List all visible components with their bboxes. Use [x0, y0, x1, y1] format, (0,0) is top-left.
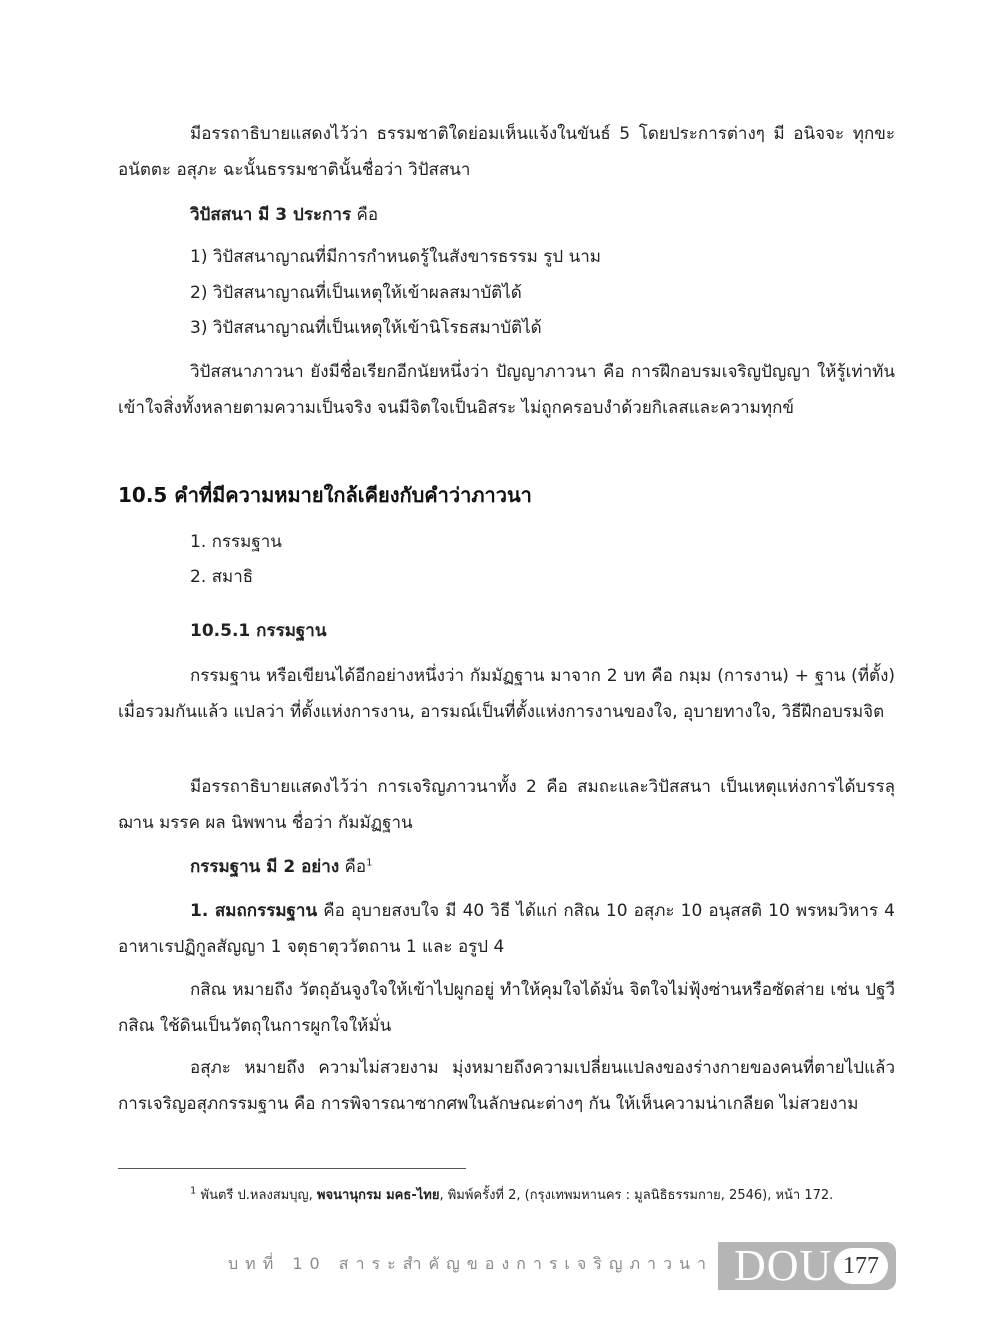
paragraph-samatha: [118, 893, 895, 965]
vipassana-item-2: 2) วิปัสสนาญาณที่เป็นเหตุให้เข้าผลสมาบัติได้: [190, 283, 522, 303]
vipassana-item-3: 3) วิปัสสนาญาณที่เป็นเหตุให้เข้านิโรธสมาบัติได้: [190, 318, 542, 338]
vipassana-types-heading-rest: คือ: [351, 205, 379, 225]
section-item-1: 1. กรรมฐาน: [190, 532, 282, 552]
section-title: 10.5 คำที่มีความหมายใกล้เคียงกับคำว่าภาวนา: [118, 483, 532, 507]
paragraph-anatta-definition: มีอรรถาธิบายแสดงไว้ว่า ธรรมชาติใดย่อมเห็นแจ้งในขันธ์ 5 โดยประการต่างๆ มี อนิจจะ ทุกขะ อนัตตะ อสุภะ ฉะนั้นธรรมชาตินั้นชื่อว่า วิปัสสนา: [118, 124, 895, 180]
paragraph-kammathana-etymology: กรรมฐาน หรือเขียนได้อีกอย่างหนึ่งว่า กัมมัฏฐาน มาจาก 2 บท คือ กมฺม (การงาน) + ฐาน (ที่ตั้ง) เมื่อรวมกันแล้ว แปลว่า ที่ตั้งแห่งการงาน, อารมณ์เป็นที่ตั้งแห่งการงานของใจ, อุบายทางใจ, วิธีฝึกอบรมจิต: [118, 666, 895, 722]
running-footer-chapter: บทที่ 10 สาระสำคัญของการเจริญภาวนา: [228, 1254, 713, 1273]
kammathana-types-heading: [190, 850, 373, 884]
paragraph-asubha: อสุภะ หมายถึง ความไม่สวยงาม มุ่งหมายถึงความเปลี่ยนแปลงของร่างกายของคนที่ตายไปแล้ว การเจริญอสุภกรรมฐาน คือ การพิจารณาซากศพในลักษณะต่างๆ กัน ให้เห็นความน่าเกลียด ไม่สวยงาม: [118, 1058, 895, 1114]
kammathana-types-heading-bold: กรรมฐาน มี 2 อย่าง: [190, 857, 340, 877]
vipassana-types-heading: [190, 198, 378, 232]
paragraph-kasina: กสิณ หมายถึง วัตถุอันจูงใจให้เข้าไปผูกอยู่ ทำให้คุมใจได้มั่น จิตใจไม่ฟุ้งซ่านหรือซัดส่าย เช่น ปฐวีกสิณ ใช้ดินเป็นวัตถุในการผูกใจให้มั่น: [118, 980, 895, 1036]
footnote-reference[interactable]: 1: [366, 857, 373, 869]
dou-logo: DOU: [734, 1241, 833, 1290]
subsection-title: 10.5.1 กรรมฐาน: [190, 621, 327, 641]
footnote-divider: [118, 1168, 466, 1169]
footnote: [190, 1186, 895, 1206]
paragraph-kammathana-meaning: มีอรรถาธิบายแสดงไว้ว่า การเจริญภาวนาทั้ง 2 คือ สมถะและวิปัสสนา เป็นเหตุแห่งการได้บรรลุฌาน มรรค ผล นิพพาน ชื่อว่า กัมมัฏฐาน: [118, 777, 895, 833]
vipassana-item-1: 1) วิปัสสนาญาณที่มีการกำหนดรู้ในสังขารธรรม รูป นาม: [190, 247, 601, 267]
footer-badge: [718, 1242, 896, 1290]
samatha-description: คือ อุบายสงบใจ มี 40 วิธี ได้แก่ กสิณ 10 อสุภะ 10 อนุสสติ 10 พรหมวิหาร 4 อาหาเรปฏิกูลสัญญา 1 จตุธาตุววัตถาน 1 และ อรูป 4: [118, 901, 896, 957]
page-number: 177: [834, 1248, 888, 1284]
vipassana-types-heading-bold: วิปัสสนา มี 3 ประการ: [190, 205, 352, 225]
footnote-author: พันตรี ป.หลงสมบุญ,: [200, 1188, 317, 1203]
section-item-2: 2. สมาธิ: [190, 567, 254, 587]
paragraph-panna-bhavana: วิปัสสนาภาวนา ยังมีชื่อเรียกอีกนัยหนึ่งว่า ปัญญาภาวนา คือ การฝึกอบรมเจริญปัญญา ให้รู้เท่าทันเข้าใจสิ่งทั้งหลายตามความเป็นจริง จนมีจิตใจเป็นอิสระ ไม่ถูกครอบงำด้วยกิเลสและความทุกข์: [118, 362, 895, 418]
footnote-number: 1: [190, 1185, 197, 1197]
footnote-book-title: พจนานุกรม มคธ-ไทย: [316, 1188, 440, 1203]
samatha-term: 1. สมถกรรมฐาน: [190, 901, 318, 921]
kammathana-types-heading-rest: คือ: [339, 857, 367, 877]
footnote-publication: , พิมพ์ครั้งที่ 2, (กรุงเทพมหานคร : มูลนิธิธรรมกาย, 2546), หน้า 172.: [439, 1188, 834, 1203]
